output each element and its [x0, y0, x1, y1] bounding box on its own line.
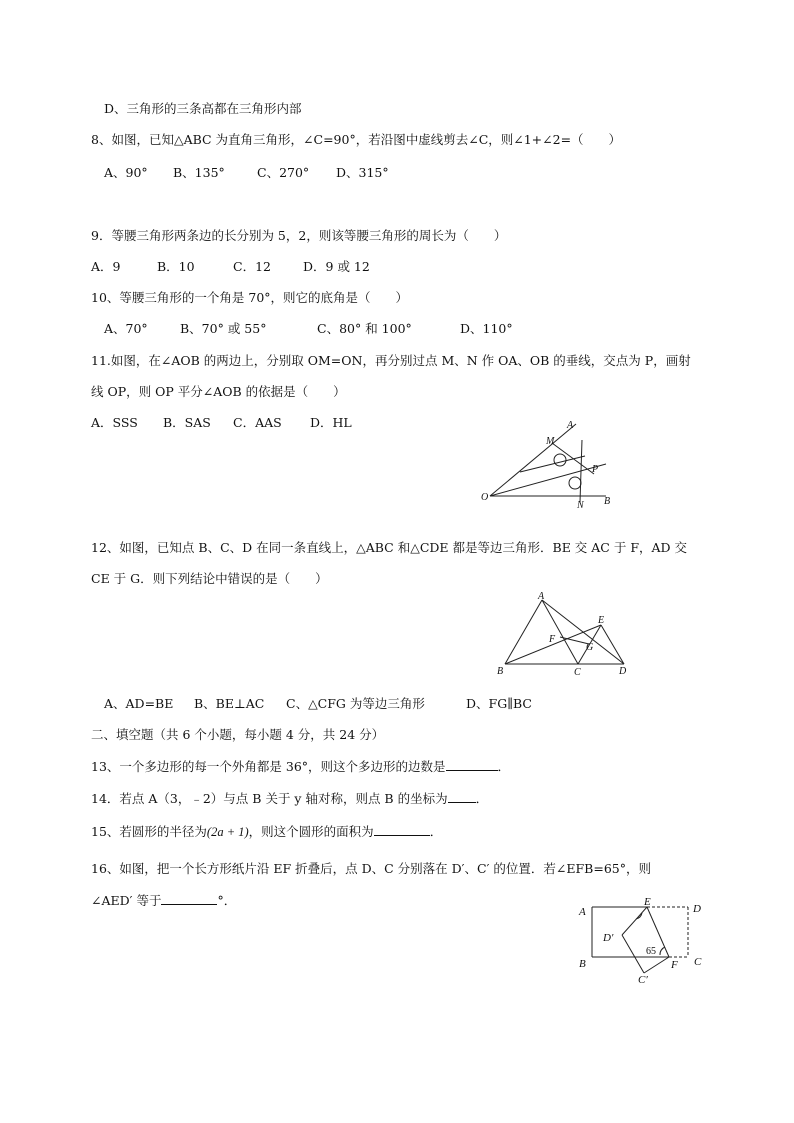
q16-fold-figure	[572, 895, 712, 987]
q8-option-b: B、135°	[173, 165, 225, 180]
q11-circle-1	[554, 454, 566, 466]
q11-label-b: B	[604, 496, 611, 507]
q12-line2: CE 于 G．则下列结论中错误的是（ ）	[91, 571, 328, 586]
q16-label-c-prime: C′	[638, 974, 648, 986]
q15-line	[91, 823, 442, 841]
q14-line	[91, 790, 488, 808]
q11-option-b: B．SAS	[163, 415, 211, 430]
q16-line2	[91, 892, 236, 910]
q16-label-d: D	[693, 903, 701, 915]
q12-label-b: B	[497, 666, 504, 677]
q16-edge-d-prime-c-prime	[622, 935, 644, 973]
q15-text-mid: ，则这个圆形的面积为	[248, 824, 374, 839]
q12-option-c: C、△CFG 为等边三角形	[286, 696, 425, 711]
q12-side-ab	[505, 600, 542, 664]
q10-option-d: D、110°	[460, 321, 513, 336]
q11-label-o: O	[481, 492, 489, 503]
q11-option-d: D．HL	[310, 415, 352, 430]
q16-edge-c-prime-f	[644, 957, 669, 973]
q12-triangles-figure	[490, 588, 640, 680]
q11-line-extra	[520, 456, 585, 472]
q12-side-ac	[542, 600, 578, 664]
q11-option-c: C．AAS	[233, 415, 282, 430]
q16-label-e: E	[644, 896, 651, 908]
q8-option-d: D、315°	[336, 165, 389, 180]
q16-line1: 16、如图，把一个长方形纸片沿 EF 折叠后，点 D、C 分别落在 D′、C′ 的位置．若∠EFB=65°，则	[91, 861, 651, 876]
q11-line2: 线 OP，则 OP 平分∠AOB 的依据是（ ）	[91, 384, 346, 399]
q12-label-e: E	[598, 615, 605, 626]
q12-side-ed	[601, 625, 624, 664]
q16-label-c: C	[694, 956, 702, 968]
q9-option-b: B．10	[157, 259, 195, 274]
q10-text: 10、等腰三角形的一个角是 70°，则它的底角是（ ）	[91, 290, 409, 305]
q12-label-d: D	[619, 666, 627, 677]
q11-label-n: N	[577, 500, 584, 511]
q14-end: ．	[475, 791, 489, 806]
q16-end: °．	[217, 893, 237, 908]
q16-label-b: B	[579, 958, 586, 970]
q9-option-a: A．9	[91, 259, 121, 274]
q16-blank[interactable]	[161, 892, 217, 905]
q8-text: 8、如图，已知△ABC 为直角三角形，∠C=90°，若沿图中虚线剪去∠C，则∠1+∠2=（ ）	[91, 132, 622, 147]
q16-label-d-prime: D′	[603, 932, 614, 944]
q12-label-c: C	[574, 667, 581, 678]
q12-option-a: A、AD=BE	[104, 696, 174, 711]
q13-end: ．	[497, 759, 511, 774]
q11-circle-2	[569, 477, 581, 489]
q12-line1: 12、如图，已知点 B、C、D 在同一条直线上，△ABC 和△CDE 都是等边三角形．BE 交 AC 于 F，AD 交	[91, 540, 688, 555]
q11-line1: 11.如图，在∠AOB 的两边上，分别取 OM=ON，再分别过点 M、N 作 OA、OB 的垂线，交点为 P，画射	[91, 353, 691, 368]
q15-expression: (2a + 1)	[206, 825, 249, 839]
q11-angle-figure	[470, 412, 630, 512]
q14-text: 14．若点 A（3，﹣2）与点 B 关于 y 轴对称，则点 B 的坐标为	[91, 791, 448, 806]
q9-option-d: D．9 或 12	[303, 259, 370, 274]
q12-label-g: G	[586, 642, 594, 653]
q11-label-a: A	[567, 420, 574, 431]
q12-option-b: B、BE⊥AC	[194, 696, 265, 711]
q16-angle-mark-f	[660, 947, 665, 955]
q9-option-c: C．12	[233, 259, 271, 274]
q13-blank[interactable]	[446, 758, 498, 771]
q12-label-a: A	[538, 591, 545, 602]
q16-edge-ed-prime	[622, 907, 647, 935]
q14-blank[interactable]	[448, 790, 476, 803]
q12-option-d: D、FG∥BC	[466, 696, 532, 711]
q10-option-c: C、80° 和 100°	[317, 321, 412, 336]
q11-ray-op	[490, 464, 606, 496]
q9-text: 9．等腰三角形两条边的长分别为 5，2，则该等腰三角形的周长为（ ）	[91, 228, 507, 243]
q10-option-a: A、70°	[104, 321, 148, 336]
q8-option-c: C、270°	[257, 165, 310, 180]
q10-option-b: B、70° 或 55°	[180, 321, 267, 336]
q11-ray-oa	[490, 424, 576, 496]
q12-label-f: F	[549, 634, 556, 645]
q15-blank[interactable]	[374, 823, 430, 836]
q16-label-f: F	[671, 959, 678, 971]
q15-text: 15、若圆形的半径为	[91, 824, 207, 839]
q11-label-p: P	[592, 464, 599, 475]
q12-segment-ad	[542, 600, 624, 664]
section2-title: 二、填空题（共 6 个小题，每小题 4 分，共 24 分）	[91, 727, 385, 742]
q16-label-65: 65	[646, 946, 656, 957]
q15-end: ．	[429, 824, 443, 839]
q13-line	[91, 758, 510, 776]
q8-option-a: A、90°	[104, 165, 148, 180]
q16-label-a: A	[579, 906, 586, 918]
q11-label-m: M	[546, 436, 555, 447]
q7-option-d: D、三角形的三条高都在三角形内部	[104, 101, 302, 116]
q11-option-a: A．SSS	[91, 415, 138, 430]
q16-text: ∠AED′ 等于	[91, 893, 162, 908]
q13-text: 13、一个多边形的每一个外角都是 36°，则这个多边形的边数是	[91, 759, 446, 774]
